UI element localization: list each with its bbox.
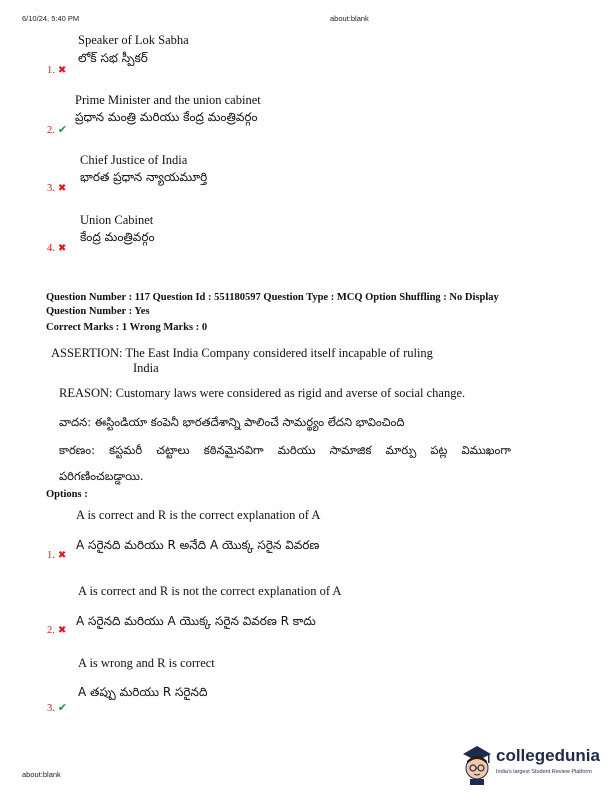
option-number: 3.	[47, 703, 55, 714]
option-number: 2.	[47, 125, 55, 136]
check-icon: ✔	[57, 701, 68, 714]
wrong-icon: ✖	[57, 550, 67, 561]
option-3-marker	[47, 698, 67, 716]
question-marks: Correct Marks : 1 Wrong Marks : 0	[46, 322, 208, 333]
option-2-te: A సరైనది మరియు A యొక్క సరైన వివరణ R కాదు	[76, 614, 316, 628]
telugu-reason-word: మరియు	[277, 443, 316, 457]
wrong-icon: ✖	[57, 625, 67, 636]
option-number: 1.	[47, 65, 55, 76]
print-url: about:blank	[330, 14, 369, 23]
option-2-en: A is correct and R is not the correct explanation of A	[78, 584, 342, 598]
brand-tagline: India's largest Student Review Platform	[496, 769, 592, 775]
telugu-reason-line2: పరిగణించబడ్డాయి.	[59, 469, 144, 483]
wrong-icon: ✖	[57, 243, 67, 254]
prev-option-3-en: Chief Justice of India	[80, 153, 188, 167]
prev-option-3-marker	[47, 178, 66, 196]
check-icon: ✔	[57, 123, 68, 136]
assertion-line2: India	[133, 361, 159, 375]
option-number: 3.	[47, 183, 55, 194]
print-datetime: 6/10/24, 5:40 PM	[22, 14, 80, 23]
telugu-reason-word: సామాజిక	[329, 443, 372, 457]
telugu-assertion: వాదన: ఈస్టిండియా కంపెనీ భారతదేశాన్ని పాలించే సామర్థ్యం లేదని భావించింది	[59, 415, 405, 429]
telugu-reason-word: కఠినమైనవిగా	[203, 443, 264, 457]
option-1-en: A is correct and R is the correct explanation of A	[76, 508, 321, 522]
prev-option-3-te: భారత ప్రధాన న్యాయమూర్తి	[80, 170, 208, 184]
option-1-te: A సరైనది మరియు R అనేది A యొక్క సరైన వివరణ	[76, 538, 320, 552]
telugu-reason-word: పట్ల	[430, 443, 448, 457]
wrong-icon: ✖	[57, 65, 67, 76]
telugu-reason-word: చట్టాలు	[156, 443, 190, 457]
option-1-marker	[47, 545, 66, 563]
option-3-en: A is wrong and R is correct	[78, 656, 215, 670]
footer-url: about:blank	[22, 770, 61, 779]
assertion-line1: ASSERTION: The East India Company considered itself incapable of ruling	[51, 346, 433, 360]
prev-option-1-marker	[47, 60, 66, 78]
telugu-reason-label: కారణం:	[59, 443, 95, 457]
prev-option-4-marker	[47, 238, 66, 256]
question-meta-line2: Question Number : Yes	[46, 306, 150, 317]
prev-option-4-en: Union Cabinet	[80, 213, 154, 227]
telugu-reason-line1	[59, 443, 511, 460]
prev-option-4-te: కేంద్ర మంత్రివర్గం	[80, 230, 155, 244]
option-number: 1.	[47, 550, 55, 561]
brand-name: collegedunia	[496, 746, 600, 765]
telugu-reason-word: మార్పు	[385, 443, 417, 457]
prev-option-1-en: Speaker of Lok Sabha	[78, 33, 189, 47]
collegedunia-logo	[460, 742, 610, 788]
telugu-reason-word: విముఖంగా	[461, 443, 511, 457]
mascot-icon	[460, 742, 494, 786]
reason: REASON: Customary laws were considered as rigid and averse of social change.	[59, 386, 466, 400]
option-3-te: A తప్పు మరియు R సరైనది	[78, 685, 208, 699]
option-number: 2.	[47, 625, 55, 636]
wrong-icon: ✖	[57, 183, 67, 194]
telugu-reason-word: కస్టమరీ	[109, 443, 143, 457]
options-label: Options :	[46, 489, 88, 500]
prev-option-2-marker	[47, 120, 67, 138]
question-meta-line1: Question Number : 117 Question Id : 551180597 Question Type : MCQ Option Shuffling : No Display	[46, 292, 499, 303]
prev-option-2-te: ప్రధాన మంత్రి మరియు కేంద్ర మంత్రివర్గం	[75, 110, 258, 124]
option-2-marker	[47, 620, 66, 638]
option-number: 4.	[47, 243, 55, 254]
prev-option-1-te: లోక్ సభ స్పీకర్	[78, 51, 148, 65]
prev-option-2-en: Prime Minister and the union cabinet	[75, 93, 261, 107]
